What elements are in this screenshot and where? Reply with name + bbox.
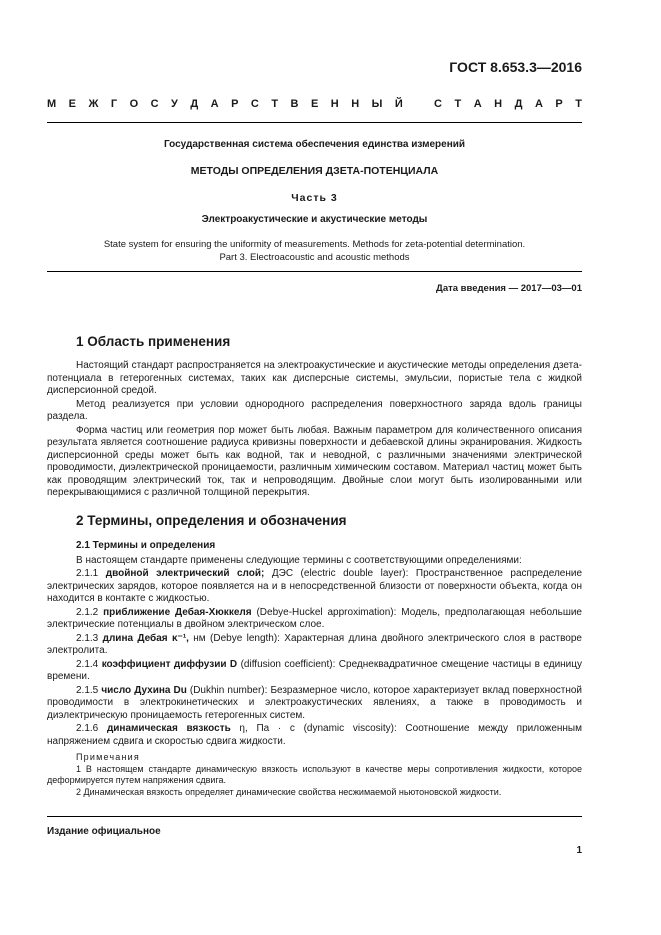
term-name: число Духина Du (101, 684, 187, 696)
divider (47, 816, 582, 817)
note-item: 2 Динамическая вязкость определяет динамические свойства несжимаемой ньютоновской жидкости. (76, 786, 502, 797)
divider (47, 122, 582, 123)
term-number: 2.1.5 (76, 684, 99, 696)
banner-letter: С (434, 98, 442, 110)
banner-letter: Д (514, 98, 523, 110)
term-definition (47, 723, 582, 748)
section2-heading: 2 Термины, определения и обозначения (76, 512, 347, 528)
section1-paragraph: Метод реализуется при условии однородного распределения поверхностного заряда вдоль границы раздела. (47, 398, 582, 422)
notes-heading: Примечания (76, 752, 140, 762)
standard-word (434, 98, 582, 110)
page-number: 1 (576, 845, 582, 856)
notes-block (47, 752, 582, 798)
interstate-word (47, 98, 403, 110)
term-name: коэффициент диффузии D (101, 658, 238, 670)
section1-paragraph: Настоящий стандарт распространяется на электроакустические и акустические методы определения дзета-потенциала в гетерогенных системах, таких как дисперсные системы, эмульсии, пористые тела с жидкой дисперсионной средой. (47, 360, 582, 396)
note-item: 1 В настоящем стандарте динамическую вязкость используют в качестве меры сопротивления жидкости, которое деформируется путем напряжения сдвига. (47, 763, 582, 785)
banner-letter: Ж (88, 98, 99, 110)
term-definition (47, 568, 582, 606)
banner-letter: У (171, 98, 178, 110)
term-text: (diffusion coefficient): Среднеквадратичное смещение частицы в единицу времени. (47, 658, 583, 682)
banner-letter: Н (330, 98, 339, 110)
term-definition (47, 607, 582, 632)
date-of-introduction: Дата введения — 2017—03—01 (436, 283, 582, 294)
main-title: МЕТОДЫ ОПРЕДЕЛЕНИЯ ДЗЕТА-ПОТЕНЦИАЛА (190, 165, 439, 177)
gost-code: ГОСТ 8.653.3—2016 (449, 59, 582, 75)
main-content (47, 334, 582, 798)
banner-letter: Н (494, 98, 503, 110)
banner-letter: Е (68, 98, 76, 110)
term-number: 2.1.1 (76, 568, 99, 579)
banner-letter: Р (231, 98, 239, 110)
term-text: нм (Debye length): Характерная длина двойного электрического слоя в растворе электролита. (47, 632, 582, 656)
banner-letter: М (47, 98, 57, 110)
banner-letter: О (129, 98, 139, 110)
term-text: η, Па · с (dynamic viscosity): Соотношение между приложенным напряжением сдвига и скоростью сдвига жидкости. (47, 723, 582, 747)
part-title: Электроакустические и акустические методы (201, 214, 428, 225)
term-name: приближение Дебая-Хюккеля (103, 606, 252, 618)
banner-letter: Е (310, 98, 319, 110)
divider (47, 271, 582, 272)
banner-letter: Й (394, 98, 403, 110)
banner-letter: Ы (371, 98, 383, 110)
banner-letter: А (534, 98, 543, 110)
official-edition-label: Издание официальное (47, 826, 161, 837)
banner-letter: Г (110, 98, 118, 110)
banner-letter: Д (190, 98, 199, 110)
banner-letter: С (250, 98, 259, 110)
term-text: (Debye-Huckel approximation): Модель, предполагающая небольшие электрические потенциалы в двойном электрическом слое. (47, 606, 582, 630)
term-text: ДЭС (electric double layer): Пространственное распределение электрических зарядов, которое появляется на и в непосредственной близости от поверхности объекта, когда он находится в контакте с жидкостью. (47, 568, 583, 604)
english-title-line2: Part 3. Electroacoustic and acoustic methods (219, 252, 410, 263)
part-label: Часть 3 (291, 192, 338, 204)
section2-intro: В настоящем стандарте применены следующие термины с соответствующими определениями: (76, 554, 522, 566)
banner-letter: Р (555, 98, 563, 110)
banner-letter: Н (351, 98, 360, 110)
banner-letter: А (210, 98, 219, 110)
term-number: 2.1.4 (76, 658, 99, 670)
banner-letter: Т (575, 98, 582, 110)
english-title-line1: State system for ensuring the uniformity of measurements. Methods for zeta-potential determination. (103, 239, 526, 250)
term-number: 2.1.3 (76, 632, 99, 644)
banner-letter: Т (271, 98, 279, 110)
section1-paragraph: Форма частиц или геометрия пор может быть любая. Важным параметром для количественного описания результата является соотношение радиуса кривизны поверхности и дебаевской длины экранирования. Жидкость дисперсионной среды может быть как водной, так и неводной, с различными значениями электрической проводимости, диэлектрической проницаемости, различным химическим составом. Материал частиц может быть как проводящим электрический ток, так и непроводящим. Двойные слои могут быть изолированными или перекрывающимися с различной толщиной перекрытия. (47, 424, 582, 498)
term-definition (47, 685, 582, 723)
banner-letter: В (290, 98, 299, 110)
term-number: 2.1.2 (76, 606, 99, 618)
banner-letter: А (473, 98, 482, 110)
term-text: (Dukhin number): Безразмерное число, которое характеризует вклад поверхностной проводимости в электрокинетических и электроакустических явлениях, а также в проводимость и диэлектрическую проницаемость гетерогенных систем. (47, 684, 582, 721)
term-definition (47, 633, 582, 658)
system-title: Государственная система обеспечения единства измерений (163, 139, 466, 150)
section1-heading: 1 Область применения (76, 334, 231, 349)
term-name: длина Дебая κ⁻¹, (102, 632, 189, 644)
interstate-standard-label (47, 98, 582, 110)
subsection-heading: 2.1 Термины и определения (76, 539, 216, 551)
term-definition (47, 659, 582, 684)
banner-letter: С (150, 98, 159, 110)
english-title (47, 238, 582, 264)
term-name: динамическая вязкость (106, 723, 231, 734)
term-name: двойной электрический слой; (105, 568, 265, 579)
term-number: 2.1.6 (76, 723, 99, 734)
banner-letter: Т (454, 98, 462, 110)
